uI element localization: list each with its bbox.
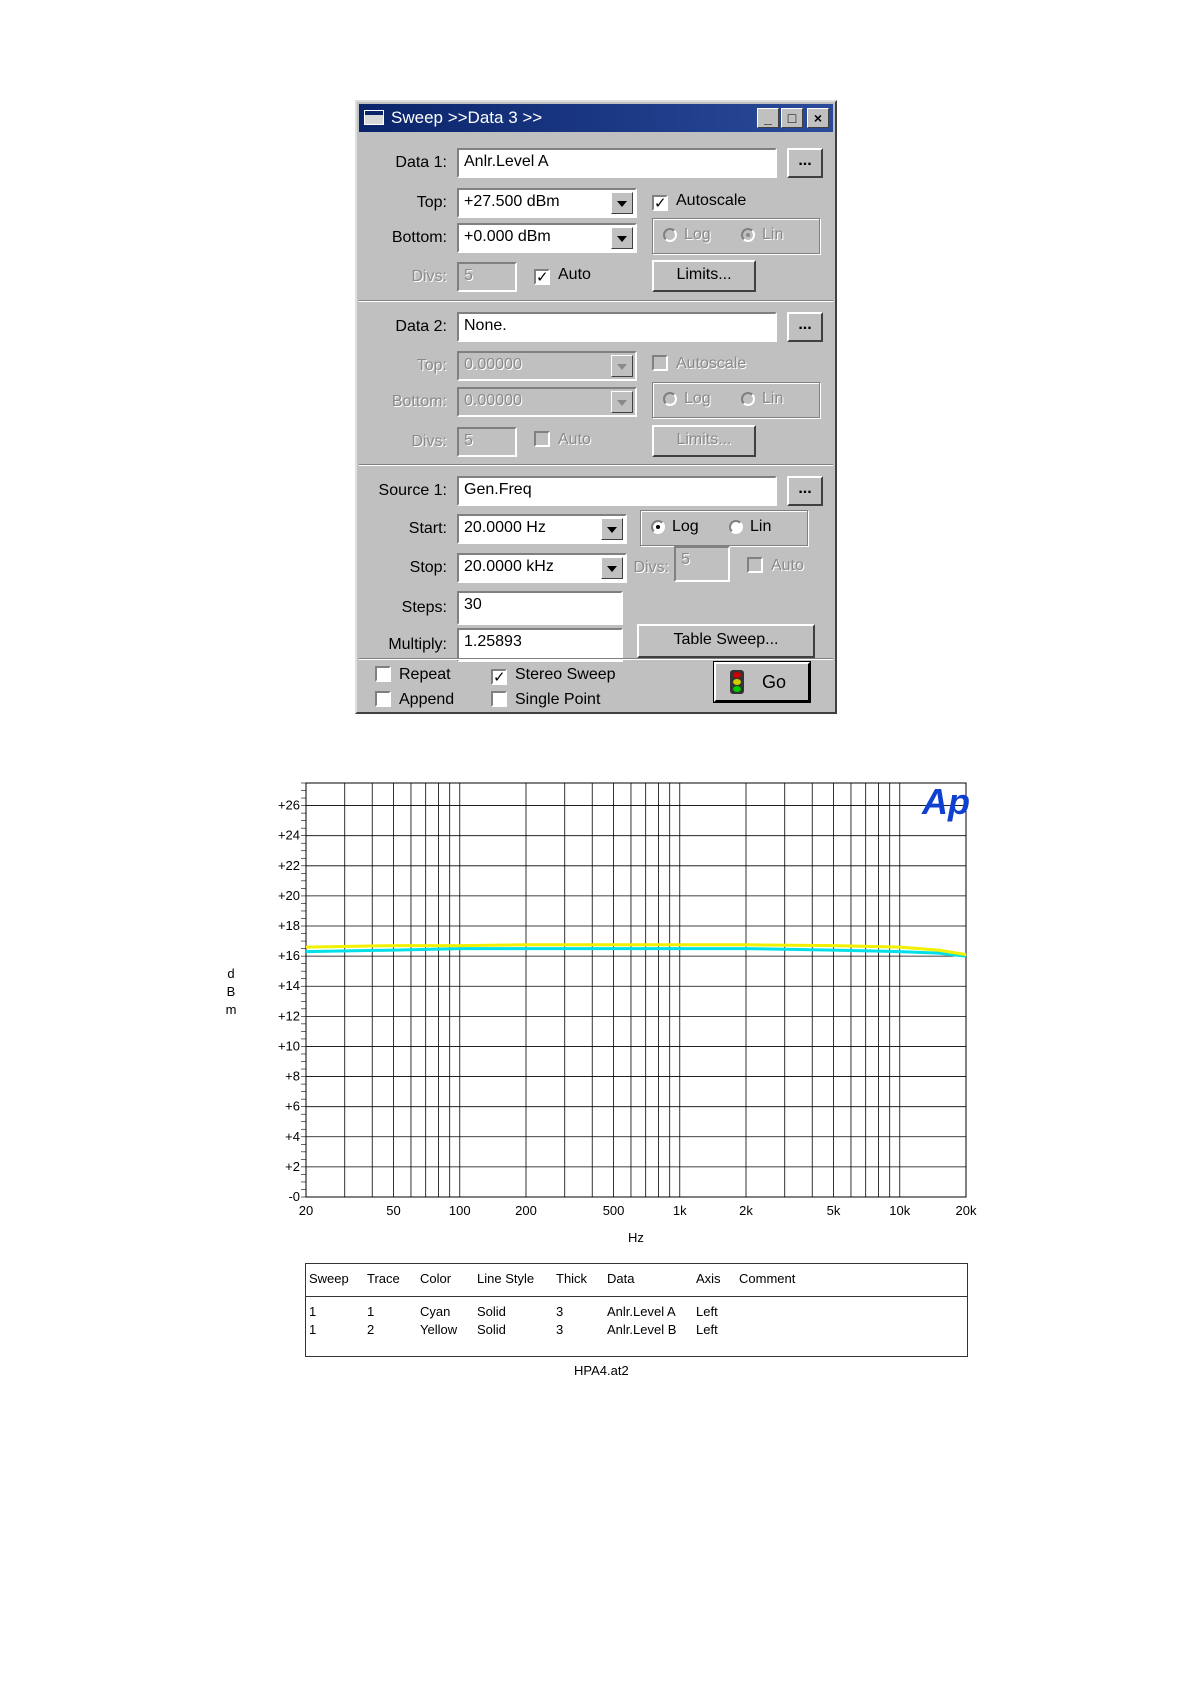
table-sweep-button[interactable]: Table Sweep... <box>637 624 815 658</box>
data2-log-radio[interactable]: Log <box>663 390 711 408</box>
source1-divs-field[interactable]: 5 <box>674 546 730 582</box>
y-tick-label: +4 <box>285 1128 300 1144</box>
data1-bottom-label: Bottom: <box>391 229 447 246</box>
data1-autoscale-checkbox[interactable]: ✓ Autoscale <box>654 192 747 212</box>
y-tick-label: +14 <box>277 978 300 994</box>
y-axis-label: d B m <box>225 966 237 1017</box>
legend-header-row <box>306 1264 967 1297</box>
legend-cell: Cyan <box>420 1304 451 1319</box>
source1-stop-label: Stop: <box>409 559 447 576</box>
source1-browse-button[interactable]: ... <box>787 476 823 506</box>
source1-auto-checkbox[interactable]: Auto <box>747 557 804 575</box>
legend-cell: Yellow <box>420 1322 458 1337</box>
legend-cell: Left <box>696 1322 718 1337</box>
x-tick-label: 10k <box>889 1203 911 1218</box>
legend-cell: 3 <box>556 1304 564 1319</box>
source1-field[interactable]: Gen.Freq <box>457 476 777 506</box>
legend-header-cell: Axis <box>696 1271 721 1286</box>
data1-log-radio[interactable]: Log <box>663 226 711 244</box>
source1-stop-value: 20.0000 kHz <box>464 558 554 575</box>
data2-lin-radio[interactable]: Lin <box>741 390 783 408</box>
data1-divs-field[interactable]: 5 <box>457 262 517 292</box>
x-axis-label: Hz <box>628 1230 644 1245</box>
legend-header-cell: Sweep <box>309 1271 349 1286</box>
y-tick-label: +2 <box>285 1158 300 1174</box>
y-tick-label: +12 <box>277 1008 300 1024</box>
data1-browse-button[interactable]: ... <box>787 148 823 178</box>
y-tick-label: +18 <box>277 918 300 934</box>
data2-top-label: Top: <box>416 357 447 374</box>
x-tick-label: 50 <box>386 1203 401 1218</box>
legend-header-cell: Thick <box>556 1271 588 1286</box>
data1-top-value: +27.500 dBm <box>464 193 560 210</box>
check-icon: ✓ <box>536 269 549 286</box>
source1-lin-radio[interactable]: Lin <box>729 518 771 536</box>
data1-bottom-value: +0.000 dBm <box>464 228 551 245</box>
data2-limits-button[interactable]: Limits... <box>652 425 756 457</box>
data1-field[interactable]: Anlr.Level A <box>457 148 777 178</box>
x-tick-label: 100 <box>448 1203 471 1218</box>
legend-cell: 3 <box>556 1322 564 1337</box>
data1-label: Data 1: <box>395 154 447 171</box>
data2-divs-label: Divs: <box>411 433 447 450</box>
data1-lin-radio[interactable]: Lin <box>741 226 783 244</box>
close-button[interactable]: × <box>807 108 829 128</box>
y-tick-label: +22 <box>277 857 300 873</box>
source1-steps-field[interactable]: 30 <box>457 591 623 625</box>
check-icon: ✓ <box>654 195 667 212</box>
legend-cell: Left <box>696 1304 718 1319</box>
y-tick-label: +24 <box>277 827 300 843</box>
legend-cell: Anlr.Level A <box>607 1304 676 1319</box>
y-tick-label: +10 <box>277 1038 300 1054</box>
legend-header-cell: Trace <box>367 1271 400 1286</box>
legend-header-cell: Data <box>607 1271 635 1286</box>
data2-browse-button[interactable]: ... <box>787 312 823 342</box>
data1-limits-button[interactable]: Limits... <box>652 260 756 292</box>
x-axis-ticks <box>299 1203 977 1218</box>
go-label: Go <box>762 672 787 692</box>
legend-cell: Anlr.Level B <box>607 1322 677 1337</box>
source1-steps-label: Steps: <box>401 599 447 616</box>
chart-filename: HPA4.at2 <box>574 1363 629 1378</box>
ap-logo: Ap <box>922 781 970 822</box>
x-tick-label: 20k <box>955 1203 977 1218</box>
minimize-button[interactable]: _ <box>757 108 779 128</box>
legend-cell: Solid <box>477 1304 506 1319</box>
legend-cell: Solid <box>477 1322 506 1337</box>
x-tick-label: 200 <box>515 1203 537 1218</box>
x-tick-label: 5k <box>826 1203 841 1218</box>
y-tick-label: +26 <box>277 797 300 813</box>
legend-cell: 1 <box>367 1304 375 1319</box>
chart-grid <box>306 783 966 1197</box>
legend-header-cell: Line Style <box>477 1271 535 1286</box>
data1-auto-checkbox[interactable]: ✓ Auto <box>536 266 591 286</box>
y-axis-ticks <box>278 783 306 1204</box>
legend-cell: 1 <box>309 1304 317 1319</box>
data1-top-label: Top: <box>416 194 447 211</box>
source1-label: Source 1: <box>378 482 447 499</box>
stereo-sweep-checkbox[interactable]: ✓ Stereo Sweep <box>493 666 616 686</box>
x-tick-label: 2k <box>739 1203 753 1218</box>
chart-legend-table <box>305 1263 968 1357</box>
append-checkbox[interactable]: Append <box>375 691 454 709</box>
legend-header-cell: Comment <box>739 1271 796 1286</box>
data2-autoscale-checkbox[interactable]: Autoscale <box>652 355 746 373</box>
y-tick-label: +6 <box>285 1098 300 1114</box>
plot-frame <box>306 783 966 1197</box>
maximize-button[interactable]: □ <box>781 108 803 128</box>
source1-divs-label: Divs: <box>633 559 669 576</box>
x-tick-label: 500 <box>602 1203 625 1218</box>
repeat-checkbox[interactable]: Repeat <box>375 666 451 684</box>
data1-divs-label: Divs: <box>411 268 447 285</box>
x-tick-label: 1k <box>672 1203 687 1218</box>
check-icon: ✓ <box>493 669 506 686</box>
legend-cell: 1 <box>309 1322 317 1337</box>
data2-label: Data 2: <box>395 318 447 335</box>
source1-start-value: 20.0000 Hz <box>464 519 546 536</box>
data2-auto-checkbox[interactable]: Auto <box>534 431 591 449</box>
source1-log-radio[interactable]: Log <box>651 518 699 536</box>
data2-bottom-label: Bottom: <box>391 393 447 410</box>
source1-start-label: Start: <box>408 520 447 537</box>
window-title: Sweep >>Data 3 >> <box>391 108 543 127</box>
legend-header-cell: Color <box>420 1271 452 1286</box>
y-tick-label: +20 <box>277 887 300 903</box>
single-point-checkbox[interactable]: Single Point <box>491 691 600 709</box>
y-tick-label: -0 <box>288 1189 300 1204</box>
source1-multiply-label: Multiply: <box>388 636 447 653</box>
y-tick-label: +8 <box>285 1068 300 1084</box>
data2-field[interactable]: None. <box>457 312 777 342</box>
x-tick-label: 20 <box>298 1203 314 1218</box>
y-tick-label: +16 <box>277 948 300 964</box>
data2-divs-field[interactable]: 5 <box>457 427 517 457</box>
data2-top-value: 0.00000 <box>464 356 522 373</box>
legend-cell: 2 <box>367 1322 375 1337</box>
source1-multiply-field[interactable]: 1.25893 <box>457 628 623 662</box>
data2-bottom-value: 0.00000 <box>464 392 522 409</box>
